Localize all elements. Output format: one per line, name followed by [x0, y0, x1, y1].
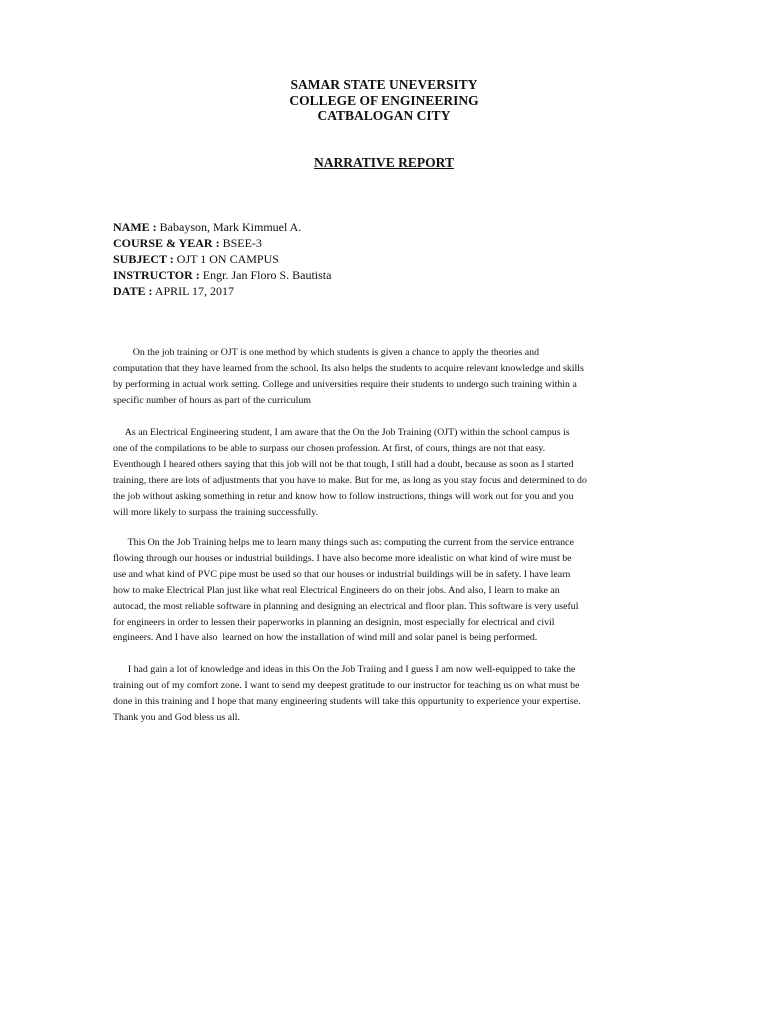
- name-value: Babayson, Mark Kimmuel A.: [156, 220, 302, 234]
- instructor-row: [113, 267, 331, 283]
- course-label: COURSE & YEAR :: [113, 236, 220, 250]
- paragraph-line: will more likely to surpass the training successfully.: [113, 506, 319, 518]
- paragraph-line: the job without asking something in retur and know how to follow instructions, things will work out for you and you: [113, 490, 574, 502]
- course-row: [113, 235, 331, 251]
- paragraph-line: for engineers in order to lessen their paperworks in planning an designin, most especially for electrical and civil: [113, 616, 555, 628]
- paragraph-line: As an Electrical Engineering student, I am aware that the On the Job Training (OJT) within the school campus is: [113, 427, 570, 438]
- paragraph-line: by performing in actual work setting. College and universities require their students to undergo such training within a: [113, 378, 577, 390]
- report-title: NARRATIVE REPORT: [314, 155, 454, 170]
- college-name: COLLEGE OF ENGINEERING: [289, 92, 479, 108]
- course-value: BSEE-3: [219, 236, 262, 250]
- paragraph-line: one of the compilations to be able to surpass our chosen profession. At first, of cours, things are not that easy.: [113, 442, 546, 454]
- paragraph-line: done in this training and I hope that many engineering students will take this oppurtunity to experience your expertise.: [113, 695, 581, 707]
- paragraph-learnings: [113, 535, 656, 646]
- date-row: [113, 283, 331, 299]
- paragraph-line: Thank you and God bless us all.: [113, 711, 240, 723]
- paragraph-line: use and what kind of PVC pipe must be used so that our houses or industrial buildings will be in safety. I have learn: [113, 568, 571, 580]
- paragraph-line: computation that they have learned from the school. Its also helps the students to acquire relevant knowledge and skills: [113, 362, 584, 374]
- paragraph-line: I had gain a lot of knowledge and ideas in this On the Job Traiing and I guess I am now well-equipped to take the: [113, 664, 576, 675]
- paragraph-line: how to make Electrical Plan just like what real Electrical Engineers do on their jobs. And also, I learn to make an: [113, 584, 560, 596]
- paragraph-conclusion: [113, 662, 656, 726]
- paragraph-line: This On the Job Training helps me to learn many things such as: computing the current from the service entrance: [113, 537, 574, 548]
- student-info-block: [113, 219, 331, 299]
- paragraph-line: On the job training or OJT is one method by which students is given a chance to apply the theories and: [113, 347, 540, 358]
- paragraph-experience: [113, 425, 656, 520]
- paragraph-line: training, there are lots of adjustments that you have to make. But for me, as long as you stay focus and determined to do: [113, 474, 587, 486]
- paragraph-line: flowing through our houses or industrial buildings. I have also become more idealistic on what kind of wire must be: [113, 552, 572, 564]
- subject-value: OJT 1 ON CAMPUS: [173, 252, 279, 266]
- name-row: [113, 219, 331, 235]
- name-label: NAME :: [113, 220, 157, 234]
- instructor-value: Engr. Jan Floro S. Bautista: [199, 268, 332, 282]
- date-value: APRIL 17, 2017: [152, 284, 235, 298]
- city-name: CATBALOGAN CITY: [317, 108, 451, 123]
- paragraph-line: Eventhough I heared others saying that this job will not be that tough, I still had a doubt, because as soon as I started: [113, 458, 574, 470]
- subject-label: SUBJECT :: [113, 252, 174, 266]
- paragraph-line: training out of my comfort zone. I want to send my deepest gratitude to our instructor for teaching us on what must be: [113, 679, 580, 691]
- paragraph-line: engineers. And I have also learned on how the installation of wind mill and solar panel is being performed.: [113, 632, 538, 644]
- paragraph-line: autocad, the most reliable software in planning and designing an electrical and floor plan. This software is very useful: [113, 600, 579, 612]
- date-label: DATE :: [113, 284, 153, 298]
- subject-row: [113, 251, 331, 267]
- instructor-label: INSTRUCTOR :: [113, 268, 200, 282]
- paragraph-line: specific number of hours as part of the curriculum: [113, 394, 311, 406]
- paragraph-introduction: [113, 345, 656, 409]
- document-header: [0, 77, 768, 124]
- university-name: SAMAR STATE UNEVERSITY: [290, 77, 478, 92]
